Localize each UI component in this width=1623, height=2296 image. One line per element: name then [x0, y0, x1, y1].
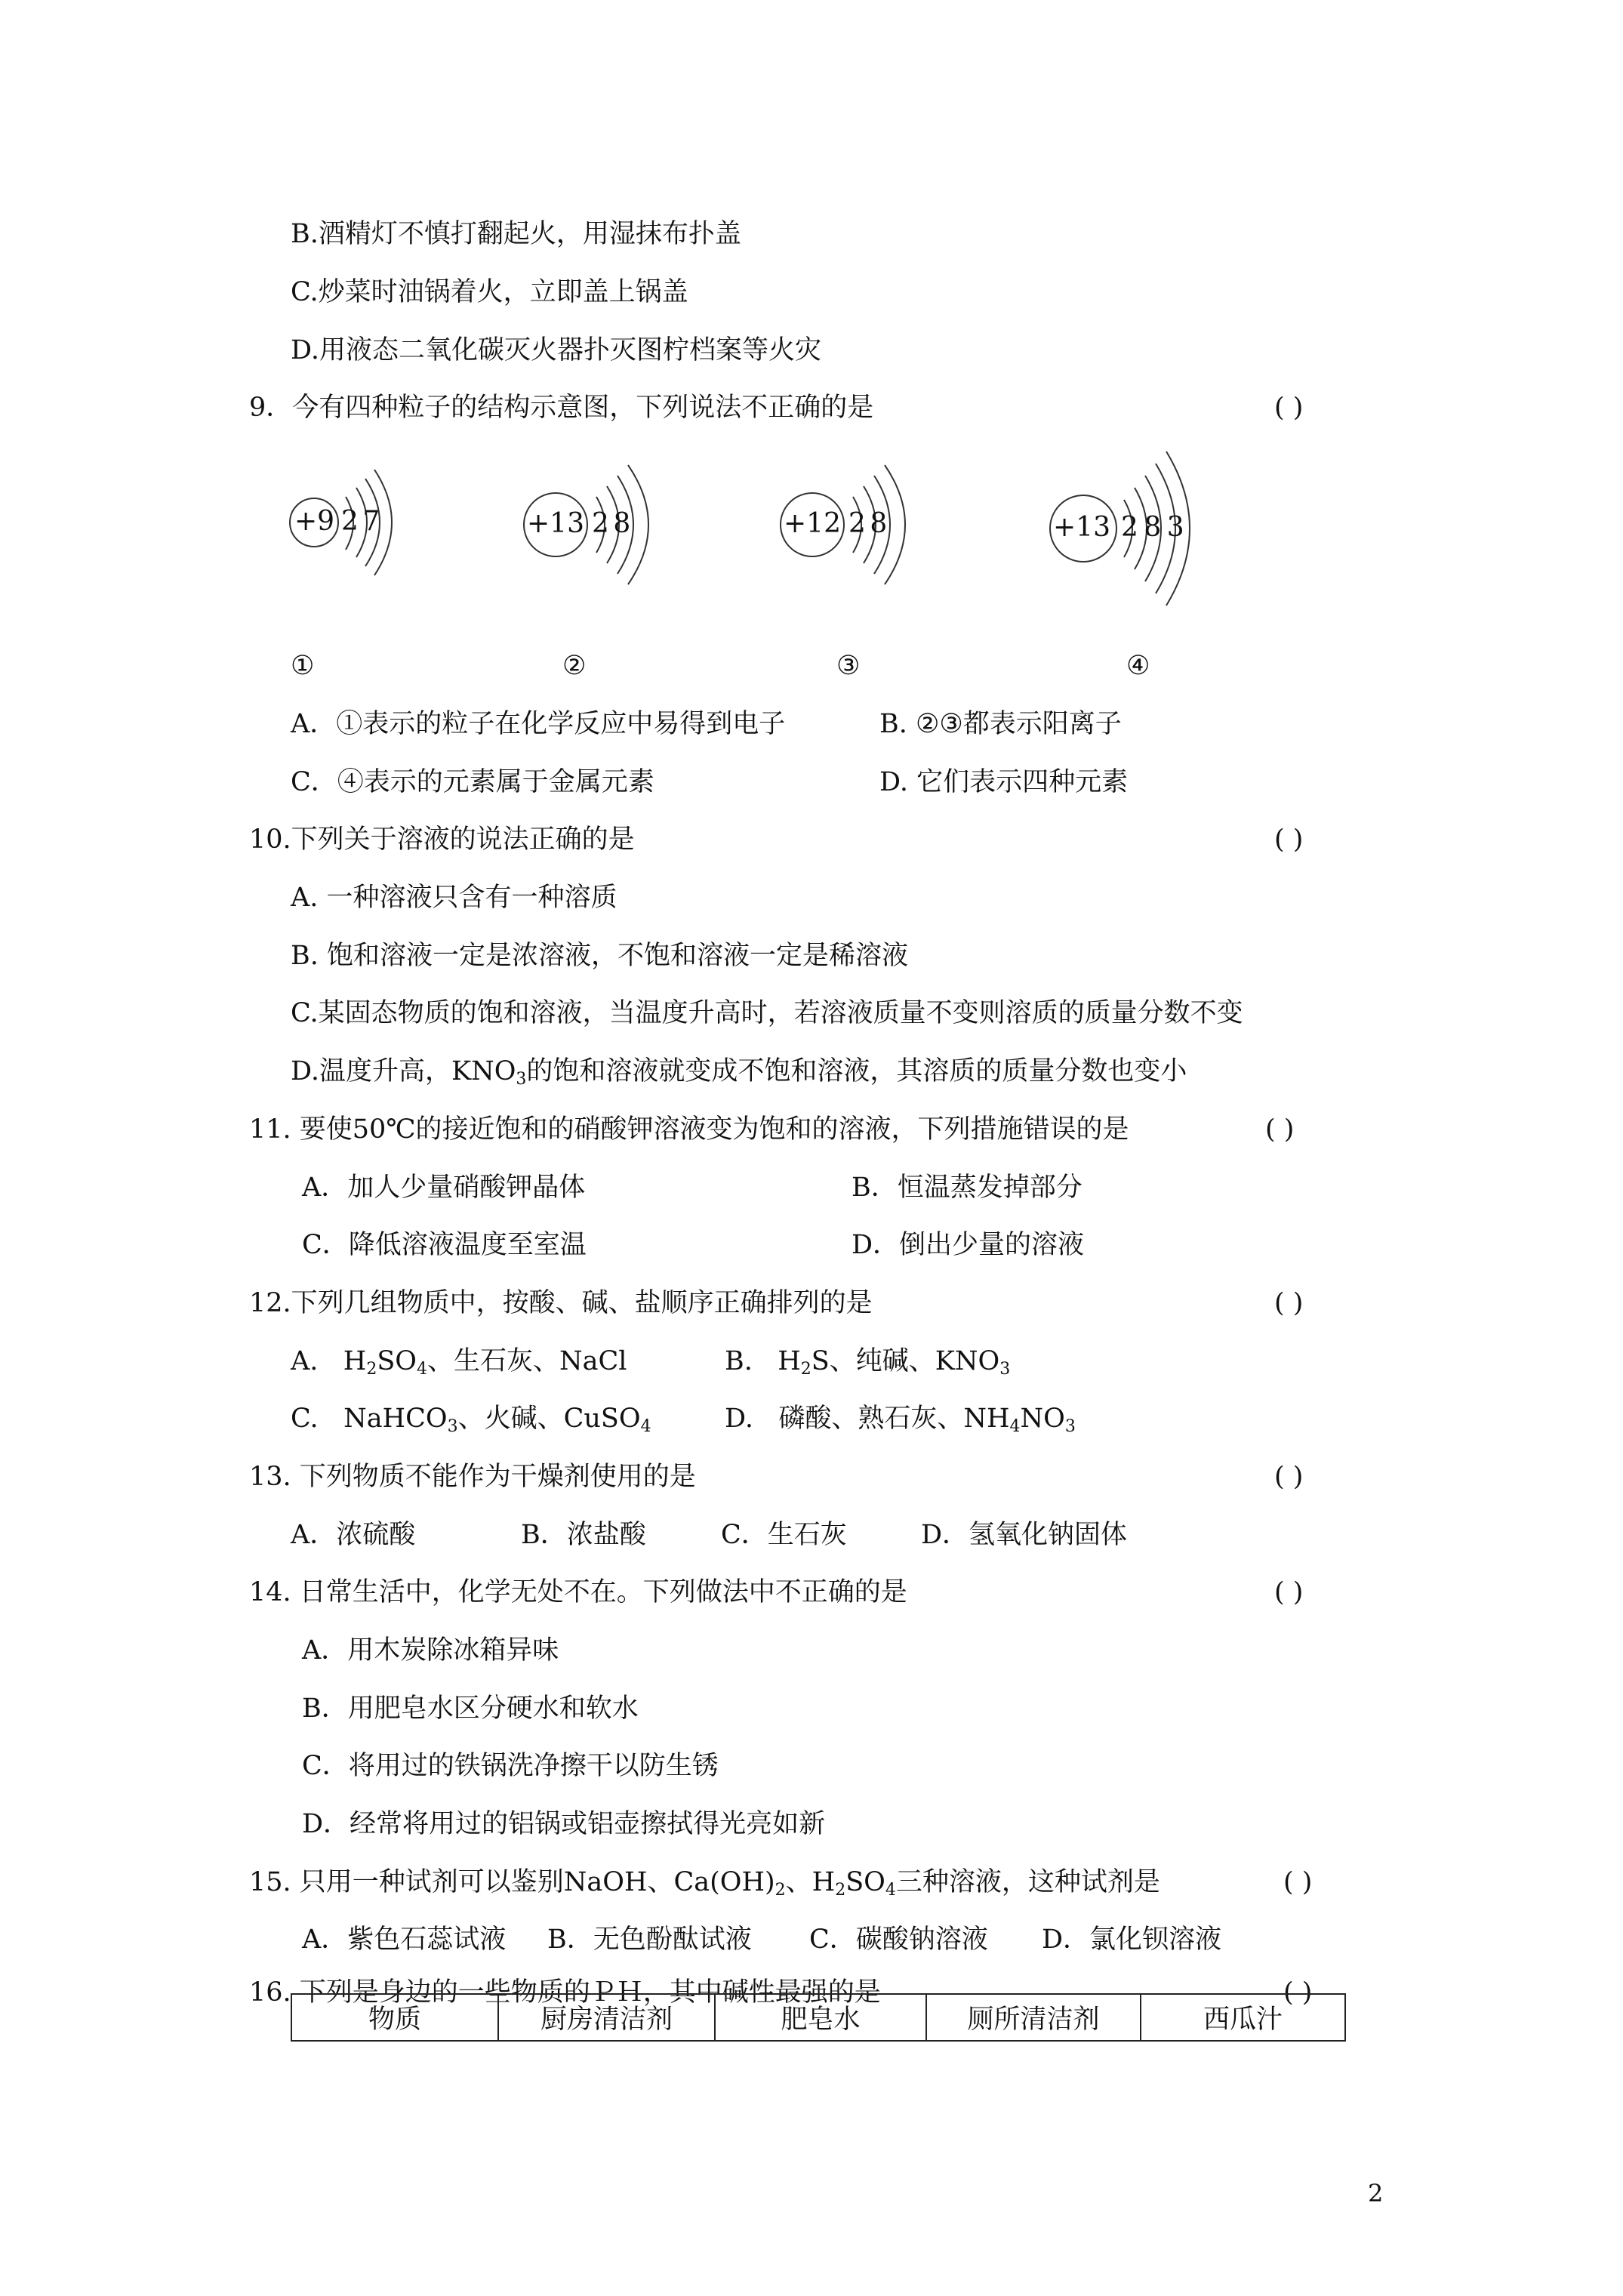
- atom-diagram-1: [287, 468, 423, 596]
- q15-stem: 15. 只用一种试剂可以鉴别NaOH、$Ca(OH)_2$、$H_2SO_4$三种溶液，这种试剂是: [249, 1867, 1160, 1900]
- q11-option-a: A．加人少量硝酸钾晶体: [302, 1173, 586, 1203]
- atom-4-nucleus: +13: [1053, 512, 1110, 543]
- q13-answer-paren: ( ): [1274, 1462, 1304, 1492]
- q8-option-c: C.炒菜时油锅着火，立即盖上锅盖: [291, 277, 688, 307]
- q16-stem: 16. 下列是身边的一些物质的ＰＨ，其中碱性最强的是: [249, 1977, 881, 2008]
- q16-answer-paren: ( ): [1283, 1977, 1313, 2008]
- q12-option-c: C. NaHCO$_3$、火碱、CuSO$_4$: [291, 1404, 651, 1436]
- atom-2-shells: 2 8: [592, 508, 631, 539]
- atom-1-nucleus: +9: [294, 506, 335, 537]
- q12-answer-paren: ( ): [1274, 1288, 1304, 1318]
- q14-answer-paren: ( ): [1274, 1577, 1304, 1607]
- atom-2-nucleus: +13: [527, 508, 584, 539]
- q13-option-b: B．浓盐酸: [521, 1520, 646, 1550]
- atom-diagram-4: [1046, 445, 1234, 619]
- q9-option-b: B. ②③都表示阳离子: [879, 709, 1122, 739]
- q9-option-c: C．④表示的元素属于金属元素: [291, 767, 654, 797]
- q15-option-b: B．无色酚酞试液: [547, 1925, 752, 1955]
- q10-option-d: D.温度升高，$KNO_3$的饱和溶液就变成不饱和溶液，其溶质的质量分数也变小: [291, 1056, 1187, 1089]
- q8-option-d: D.用液态二氧化碳灭火器扑灭图柠档案等火灾: [291, 335, 821, 365]
- ph-table-header-cell: 肥皂水: [715, 1994, 926, 2041]
- atom-diagram-3: [778, 461, 944, 604]
- q14-option-a: A．用木炭除冰箱异味: [302, 1635, 559, 1666]
- ph-table: [291, 1993, 1346, 2042]
- atom-3-nucleus: +12: [784, 508, 841, 539]
- q14-option-b: B．用肥皂水区分硬水和软水: [302, 1693, 639, 1724]
- atom-label-3: ③: [836, 651, 861, 681]
- atom-label-2: ②: [562, 651, 587, 681]
- q11-option-b: B．恒温蒸发掉部分: [852, 1173, 1083, 1203]
- q13-option-a: A．浓硫酸: [291, 1520, 416, 1550]
- ph-table-header-cell: 物质: [291, 1994, 498, 2041]
- q15-option-a: A．紫色石蕊试液: [302, 1925, 507, 1955]
- q9-option-a: A．①表示的粒子在化学反应中易得到电子: [291, 709, 786, 739]
- q11-answer-paren: ( ): [1265, 1114, 1295, 1145]
- q12-option-d: D. 磷酸、熟石灰、$NH_4NO_3$: [725, 1404, 1076, 1436]
- atom-4-shells: 2 8 3: [1121, 512, 1184, 543]
- ph-table-header-row: [291, 1994, 1345, 2041]
- q9-answer-paren: ( ): [1274, 393, 1304, 423]
- q8-option-b: B.酒精灯不慎打翻起火，用湿抹布扑盖: [291, 219, 741, 249]
- q11-option-c: C．降低溶液温度至室温: [302, 1230, 587, 1260]
- q12-option-a: A. $H_2SO_4$、生石灰、NaCl: [291, 1346, 627, 1379]
- q15-option-c: C．碳酸钠溶液: [809, 1925, 988, 1955]
- ph-table-header-cell: 厕所清洁剂: [926, 1994, 1141, 2041]
- atom-1-shells: 2 7: [341, 506, 380, 537]
- q14-option-d: D．经常将用过的铝锅或铝壶擦拭得光亮如新: [302, 1809, 826, 1839]
- atom-label-1: ①: [291, 651, 315, 681]
- q9-option-d: D. 它们表示四种元素: [879, 767, 1129, 797]
- q14-option-c: C．将用过的铁锅洗净擦干以防生锈: [302, 1751, 719, 1781]
- ph-table-header-cell: 厨房清洁剂: [498, 1994, 715, 2041]
- atom-diagram-2: [521, 461, 687, 604]
- q13-option-d: D．氢氧化钠固体: [921, 1520, 1128, 1550]
- q10-option-a: A. 一种溶液只含有一种溶质: [291, 883, 617, 913]
- q15-option-d: D．氯化钡溶液: [1042, 1925, 1222, 1955]
- ph-table-header-cell: 西瓜汁: [1141, 1994, 1345, 2041]
- atom-label-4: ④: [1126, 651, 1150, 681]
- q15-answer-paren: ( ): [1283, 1867, 1313, 1897]
- q12-option-b: B. $H_2S$、纯碱、$KNO_3$: [725, 1346, 1011, 1379]
- q14-stem: 14. 日常生活中，化学无处不在。下列做法中不正确的是: [249, 1577, 907, 1607]
- q10-stem: 10.下列关于溶液的说法正确的是: [249, 824, 635, 855]
- atom-3-shells: 2 8: [848, 508, 888, 539]
- q12-stem: 12.下列几组物质中，按酸、碱、盐顺序正确排列的是: [249, 1288, 873, 1318]
- q11-stem: 11. 要使50℃的接近饱和的硝酸钾溶液变为饱和的溶液，下列措施错误的是: [249, 1114, 1129, 1145]
- q10-option-c: C.某固态物质的饱和溶液，当温度升高时，若溶液质量不变则溶质的质量分数不变: [291, 998, 1243, 1028]
- q9-stem: 9．今有四种粒子的结构示意图，下列说法不正确的是: [249, 393, 874, 423]
- page-number: 2: [1368, 2179, 1384, 2208]
- q11-option-d: D．倒出少量的溶液: [852, 1230, 1085, 1260]
- q10-option-b: B. 饱和溶液一定是浓溶液，不饱和溶液一定是稀溶液: [291, 941, 908, 971]
- q10-answer-paren: ( ): [1274, 824, 1304, 855]
- q13-stem: 13. 下列物质不能作为干燥剂使用的是: [249, 1462, 696, 1492]
- q13-option-c: C．生石灰: [721, 1520, 847, 1550]
